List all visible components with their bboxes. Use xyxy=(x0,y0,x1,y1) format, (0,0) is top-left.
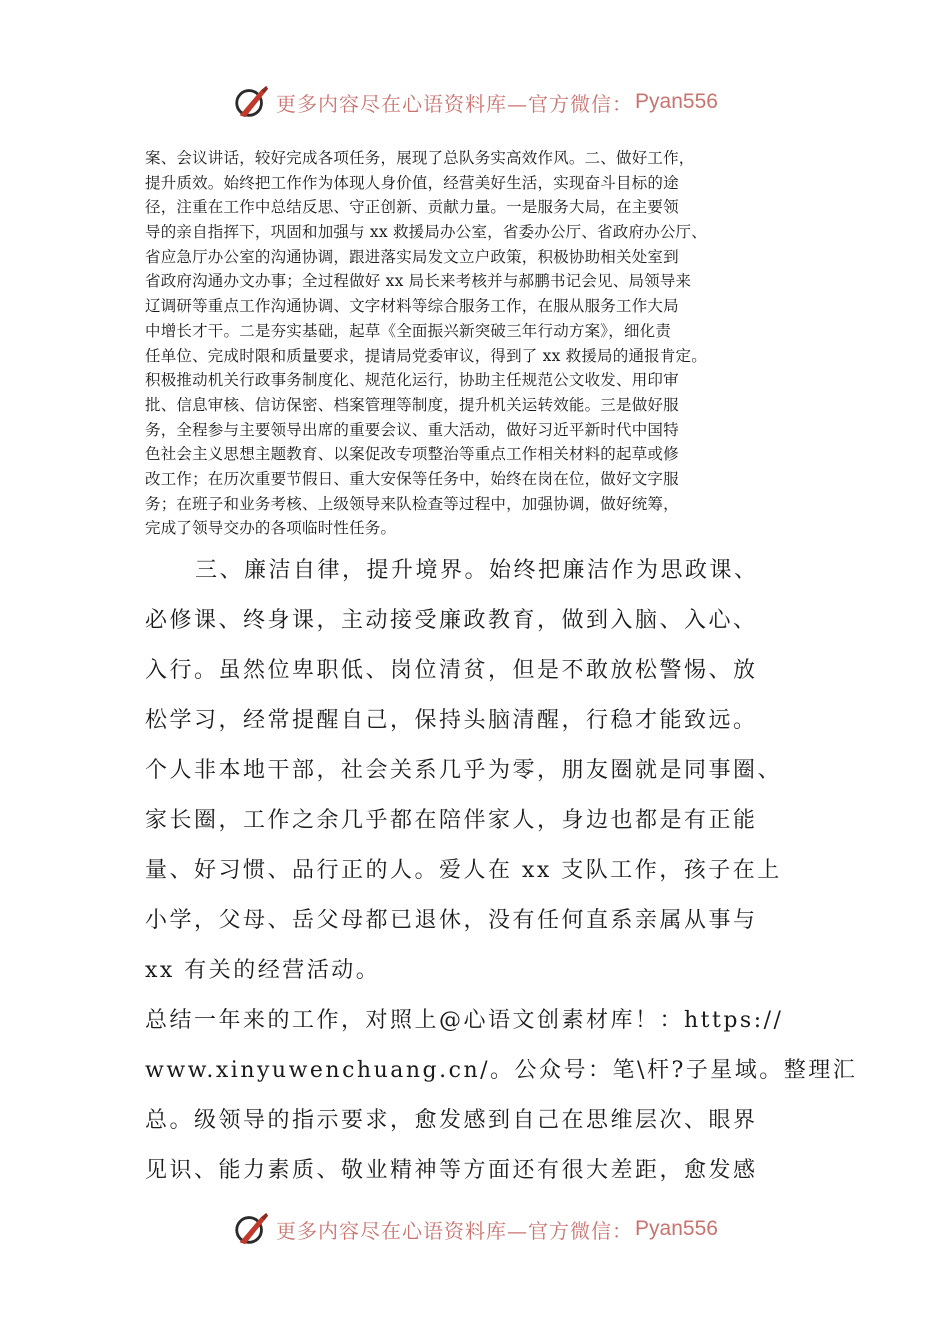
logo-icon xyxy=(232,83,270,121)
text-line: 导的亲自指挥下，巩固和加强与 xx 救援局办公室，省委办公厅、省政府办公厅、 xyxy=(145,223,707,242)
section-two-paragraph xyxy=(145,146,817,541)
text-line: 必修课、终身课，主动接受廉政教育，做到入脑、入心、 xyxy=(145,608,758,633)
text-line: 中增长才干。二是夯实基础，起草《全面振兴新突破三年行动方案》，细化责 xyxy=(145,321,672,340)
text-line: 提升质效。始终把工作作为体现人身价值，经营美好生活，实现奋斗目标的途 xyxy=(145,173,679,192)
text-line: 个人非本地干部，社会关系几乎为零，朋友圈就是同事圈、 xyxy=(145,758,783,783)
text-line: 完成了领导交办的各项临时性任务。 xyxy=(145,519,397,538)
text-line: 辽调研等重点工作沟通协调、文字材料等综合服务工作，在服从服务工作大局 xyxy=(145,297,679,316)
text-line: 省政府沟通办文办事；全过程做好 xx 局长来考核并与郝鹏书记会见、局领导来 xyxy=(145,272,692,291)
text-line: www.xinyuwenchuang.cn/。公众号：笔\杆?子星域。整理汇 xyxy=(145,1058,858,1083)
text-line: 径，注重在工作中总结反思、守正创新、贡献力量。一是服务大局，在主要领 xyxy=(145,198,679,217)
text-line: 见识、能力素质、敬业精神等方面还有很大差距，愈发感 xyxy=(145,1158,758,1183)
text-line: 量、好习惯、品行正的人。爱人在 xx 支队工作，孩子在上 xyxy=(145,858,782,883)
section-three-paragraph xyxy=(145,546,858,1196)
text-line: 批、信息审核、信访保密、档案管理等制度，提升机关运转效能。三是做好服 xyxy=(145,395,679,414)
watermark-footer xyxy=(0,1209,950,1249)
text-line: xx 有关的经营活动。 xyxy=(145,958,381,983)
text-line: 省应急厅办公室的沟通协调，跟进落实局发文立户政策，积极协助相关处室到 xyxy=(145,247,679,266)
header-wechat-id: Pyan556 xyxy=(635,90,718,113)
section-three-heading-line: 三、廉洁自律，提升境界。始终把廉洁作为思政课、 xyxy=(195,558,759,583)
watermark-header xyxy=(0,82,950,122)
text-line: 色社会主义思想主题教育、以案促改专项整治等重点工作相关材料的起草或修 xyxy=(145,445,679,464)
text-line: 改工作；在历次重要节假日、重大安保等任务中，始终在岗在位，做好文字服 xyxy=(145,469,679,488)
logo-icon xyxy=(232,1210,270,1248)
header-banner-text: 更多内容尽在心语资料库—官方微信： xyxy=(276,91,634,116)
text-line: 积极推动机关行政事务制度化、规范化运行，协助主任规范公文收发、用印审 xyxy=(145,371,679,390)
text-line: 总结一年来的工作，对照上@心语文创素材库！：https:// xyxy=(145,1008,784,1033)
text-line: 入行。虽然位卑职低、岗位清贫，但是不敢放松警惕、放 xyxy=(145,658,758,683)
footer-banner-text: 更多内容尽在心语资料库—官方微信： xyxy=(276,1218,634,1243)
text-line: 任单位、完成时限和质量要求，提请局党委审议，得到了 xx 救援局的通报肯定。 xyxy=(145,346,707,365)
text-line: 家长圈，工作之余几乎都在陪伴家人，身边也都是有正能 xyxy=(145,808,758,833)
text-line: 案、会议讲话，较好完成各项任务，展现了总队务实高效作风。二、做好工作， xyxy=(145,149,695,167)
text-line: 务；在班子和业务考核、上级领导来队检查等过程中，加强协调，做好统筹， xyxy=(145,494,679,513)
footer-wechat-id: Pyan556 xyxy=(635,1217,718,1240)
text-line: 总。级领导的指示要求，愈发感到自己在思维层次、眼界 xyxy=(145,1108,758,1133)
text-line: 小学，父母、岳父母都已退休，没有任何直系亲属从事与 xyxy=(145,908,758,933)
text-line: 务，全程参与主要领导出席的重要会议、重大活动，做好习近平新时代中国特 xyxy=(145,420,679,439)
text-line: 松学习，经常提醒自己，保持头脑清醒，行稳才能致远。 xyxy=(145,708,758,733)
